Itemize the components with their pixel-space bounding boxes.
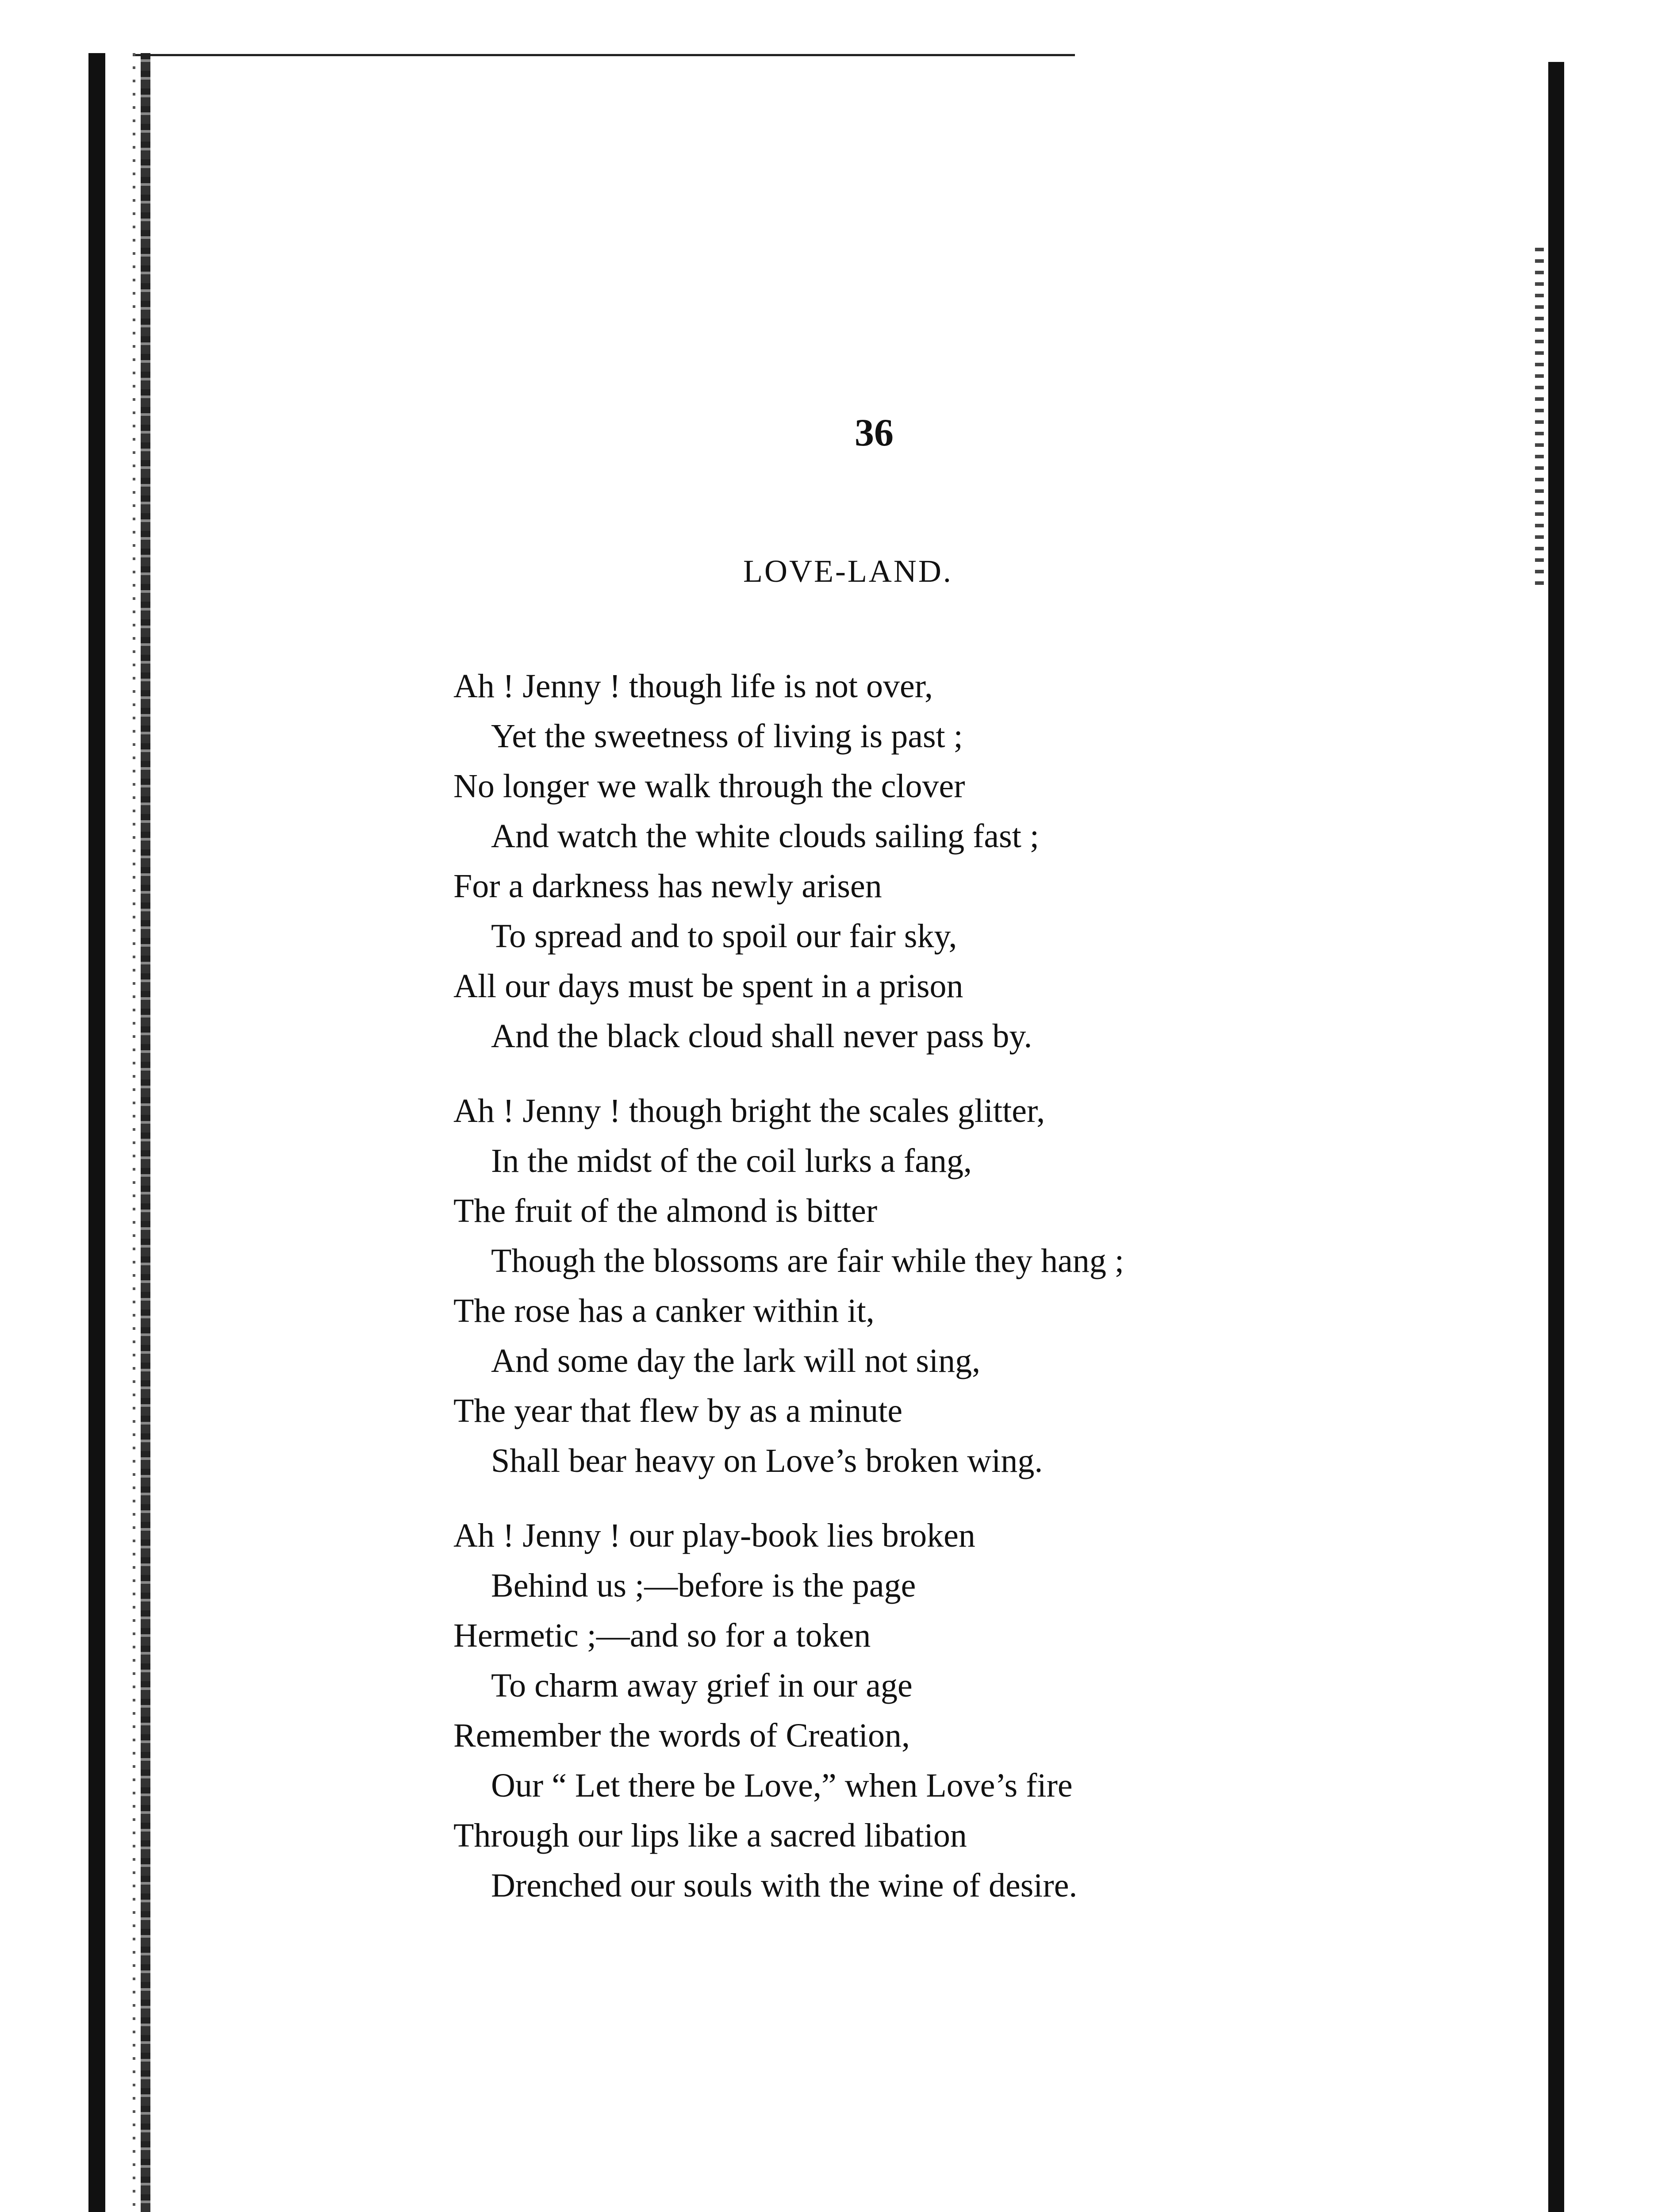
left-binding-speckle bbox=[133, 53, 135, 2212]
poem-line: Ah ! Jenny ! though bright the scales glitter, bbox=[453, 1092, 1045, 1129]
poem-line: All our days must be spent in a prison bbox=[453, 968, 963, 1005]
poem-body bbox=[453, 661, 1124, 1936]
page-number: 36 bbox=[855, 411, 894, 454]
poem-line: The fruit of the almond is bitter bbox=[453, 1192, 878, 1229]
poem-line: The rose has a canker within it, bbox=[453, 1292, 875, 1329]
poem-line: Our “ Let there be Love,” when Love’s fire bbox=[491, 1767, 1073, 1804]
poem-line: For a darkness has newly arisen bbox=[453, 868, 882, 905]
poem-line: And the black cloud shall never pass by. bbox=[491, 1018, 1032, 1055]
stanza-2 bbox=[453, 1086, 1124, 1486]
right-border-speckle bbox=[1535, 248, 1544, 593]
poem-line: Drenched our souls with the wine of desire. bbox=[491, 1867, 1078, 1904]
left-binding-rule bbox=[88, 53, 105, 2212]
poem-line: Behind us ;—before is the page bbox=[491, 1567, 916, 1604]
poem-line: In the midst of the coil lurks a fang, bbox=[491, 1142, 972, 1179]
poem-line: Shall bear heavy on Love’s broken wing. bbox=[491, 1442, 1043, 1479]
poem-line: Remember the words of Creation, bbox=[453, 1717, 910, 1754]
stanza-1 bbox=[453, 661, 1124, 1061]
top-border-rule bbox=[133, 54, 1075, 56]
poem-title: LOVE-LAND. bbox=[743, 553, 953, 589]
poem-line: Through our lips like a sacred libation bbox=[453, 1817, 967, 1854]
stanza-3 bbox=[453, 1511, 1124, 1911]
poem-line: Hermetic ;—and so for a token bbox=[453, 1617, 871, 1654]
poem-line: To charm away grief in our age bbox=[491, 1667, 913, 1704]
poem-line: Ah ! Jenny ! our play-book lies broken bbox=[453, 1517, 975, 1554]
poem-line: Though the blossoms are fair while they hang ; bbox=[491, 1242, 1124, 1279]
poem-line: The year that flew by as a minute bbox=[453, 1392, 903, 1429]
poem-line: Ah ! Jenny ! though life is not over, bbox=[453, 668, 933, 705]
poem-line: And watch the white clouds sailing fast ; bbox=[491, 818, 1039, 855]
poem-line: No longer we walk through the clover bbox=[453, 768, 965, 805]
poem-line: And some day the lark will not sing, bbox=[491, 1342, 981, 1379]
poem-line: Yet the sweetness of living is past ; bbox=[491, 718, 963, 755]
poem-line: To spread and to spoil our fair sky, bbox=[491, 918, 957, 955]
left-binding-inner-rule bbox=[141, 53, 150, 2212]
right-border-rule bbox=[1548, 62, 1564, 2212]
